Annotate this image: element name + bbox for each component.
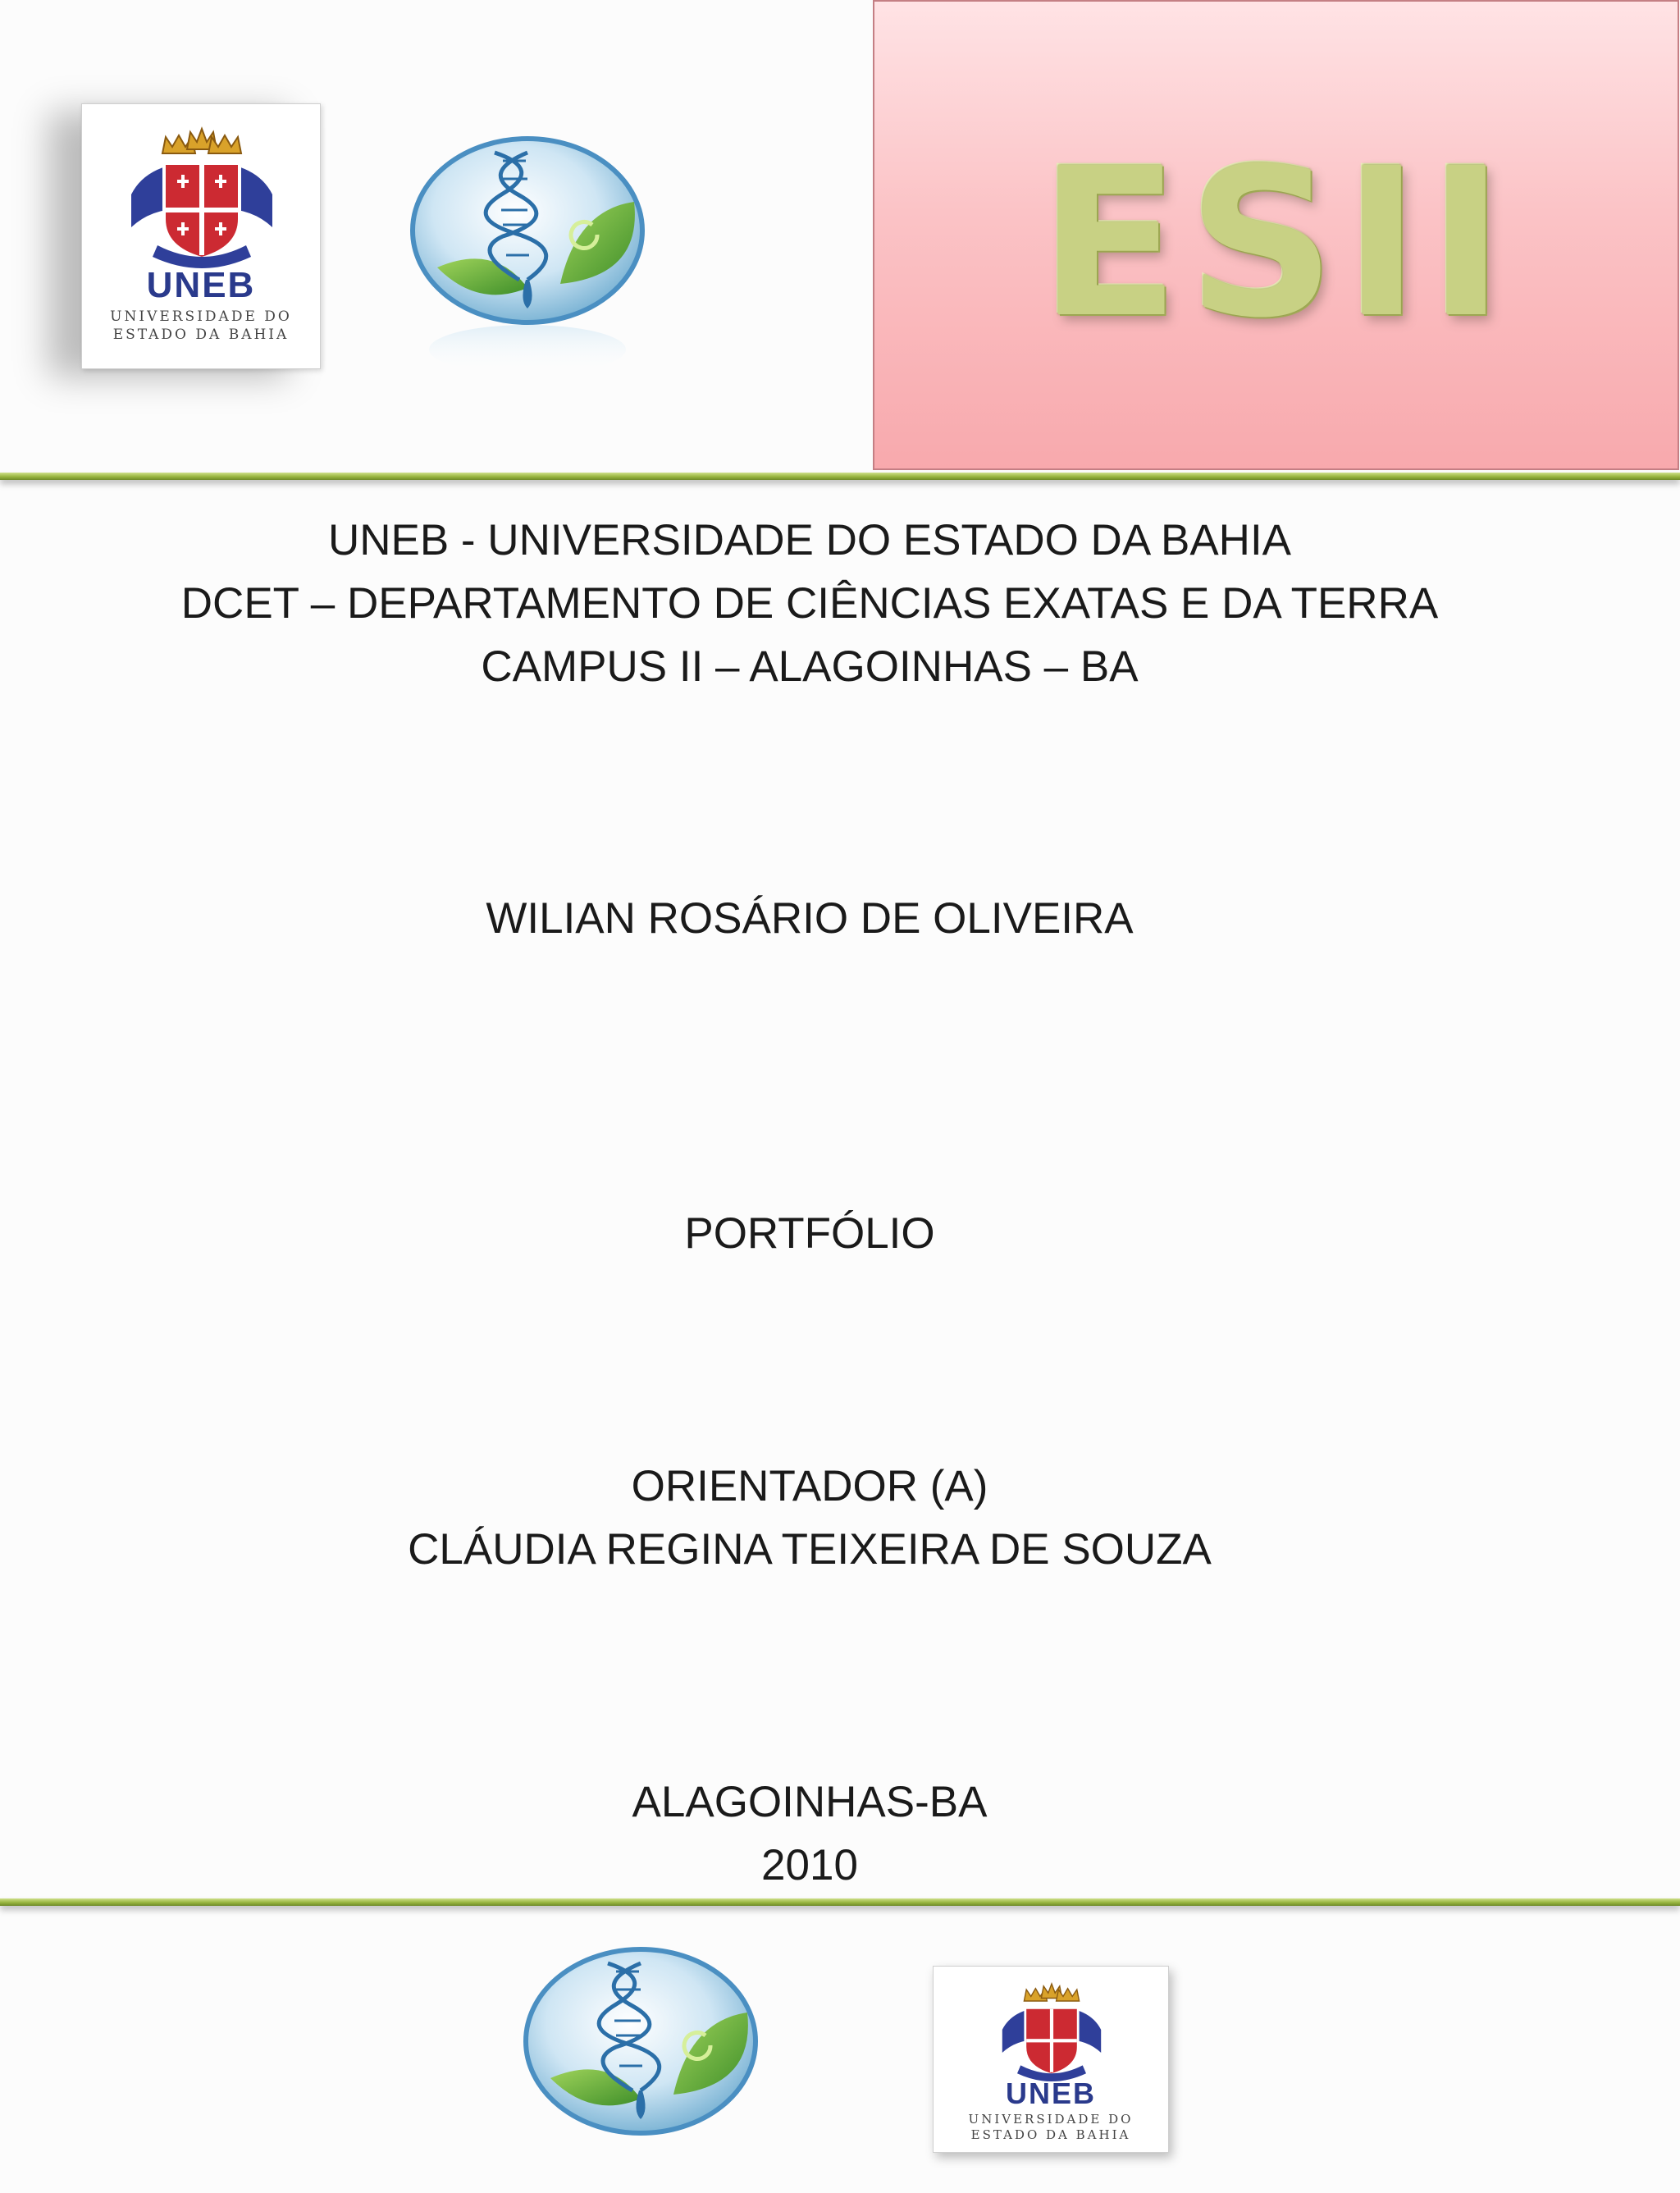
esii-badge [873,0,1679,470]
footer-dna-leaf-logo-icon [489,1947,792,2193]
place: ALAGOINHAS-BA [632,1778,988,1826]
year: 2010 [761,1841,858,1889]
footer-divider [0,1898,1680,1906]
institution-line-3: CAMPUS II – ALAGOINHAS – BA [481,642,1139,691]
footer-uneb-coat-of-arms-icon [934,1967,1169,2081]
footer-uneb-logo-subtitle-1: UNIVERSIDADE DO [968,2112,1134,2127]
institution-line-1: UNEB - UNIVERSIDADE DO ESTADO DA BAHIA [327,516,1292,564]
institution-line-2: DCET – DEPARTAMENTO DE CIÊNCIAS EXATAS E DA TERRA [180,579,1439,628]
uneb-logo-subtitle-1: UNIVERSIDADE DO [110,308,292,325]
advisor-name: CLÁUDIA REGINA TEIXEIRA DE SOUZA [408,1525,1212,1574]
uneb-logo-word: UNEB [146,265,256,305]
uneb-logo-subtitle-2: ESTADO DA BAHIA [112,327,290,343]
footer-uneb-logo [933,1966,1169,2153]
author-name: WILIAN ROSÁRIO DE OLIVEIRA [486,894,1134,943]
uneb-coat-of-arms-icon [82,104,321,268]
dna-leaf-logo-icon [404,136,651,382]
uneb-logo [81,103,321,369]
footer-uneb-logo-word: UNEB [1005,2076,1096,2110]
advisor-label: ORIENTADOR (A) [631,1462,988,1510]
header-divider [0,473,1680,480]
esii-badge-text: ESII [1039,124,1513,363]
document-title: PORTFÓLIO [684,1209,935,1258]
footer-uneb-logo-subtitle-2: ESTADO DA BAHIA [970,2127,1131,2142]
